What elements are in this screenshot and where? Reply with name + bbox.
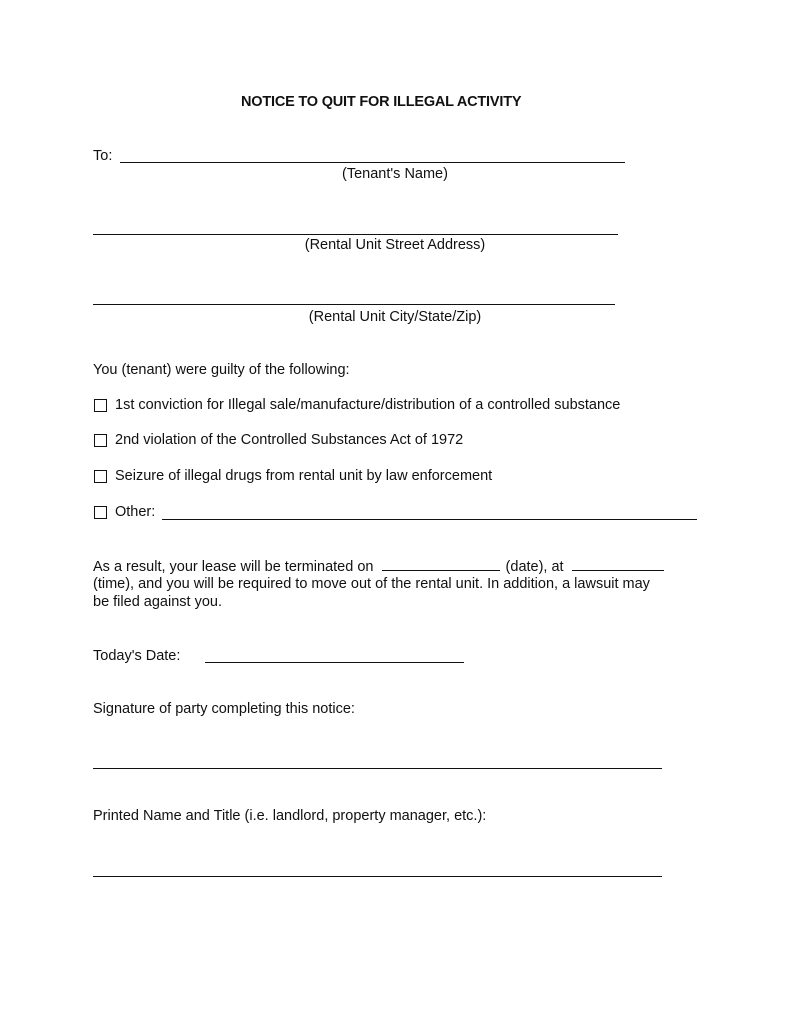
termination-date-field[interactable] — [382, 557, 500, 571]
signature-field[interactable] — [93, 768, 662, 769]
termination-time-field[interactable] — [572, 557, 664, 571]
printed-name-label: Printed Name and Title (i.e. landlord, property manager, etc.): — [93, 808, 487, 824]
printed-name-field[interactable] — [93, 876, 662, 877]
option-1-checkbox[interactable] — [94, 399, 107, 412]
result-line-1 — [93, 557, 664, 576]
city-state-zip-field[interactable] — [93, 304, 615, 305]
todays-date-label: Today's Date: — [93, 648, 181, 664]
tenant-name-caption: (Tenant's Name) — [342, 166, 448, 182]
option-2-label: 2nd violation of the Controlled Substances Act of 1972 — [115, 432, 464, 448]
option-2-checkbox[interactable] — [94, 434, 107, 447]
option-1-label: 1st conviction for Illegal sale/manufacture/distribution of a controlled substance — [115, 397, 621, 413]
street-address-caption: (Rental Unit Street Address) — [304, 237, 486, 253]
option-3-label: Seizure of illegal drugs from rental unit by law enforcement — [115, 468, 493, 484]
option-other-label: Other: — [115, 504, 156, 520]
option-other-checkbox[interactable] — [94, 506, 107, 519]
result-text-1: As a result, your lease will be terminated on — [93, 559, 374, 575]
street-address-field[interactable] — [93, 234, 618, 235]
guilty-intro: You (tenant) were guilty of the following: — [93, 362, 350, 378]
date-at-label: (date), at — [505, 559, 564, 575]
result-line-2: (time), and you will be required to move out of the rental unit. In addition, a lawsuit may — [93, 576, 650, 592]
todays-date-field[interactable] — [205, 662, 464, 663]
tenant-name-field[interactable] — [120, 162, 625, 163]
city-state-zip-caption: (Rental Unit City/State/Zip) — [308, 309, 482, 325]
page-title: NOTICE TO QUIT FOR ILLEGAL ACTIVITY — [241, 94, 522, 110]
option-3-checkbox[interactable] — [94, 470, 107, 483]
result-line-3: be filed against you. — [93, 594, 222, 610]
other-field[interactable] — [162, 519, 697, 520]
to-label: To: — [93, 148, 113, 164]
signature-label: Signature of party completing this notice: — [93, 701, 355, 717]
